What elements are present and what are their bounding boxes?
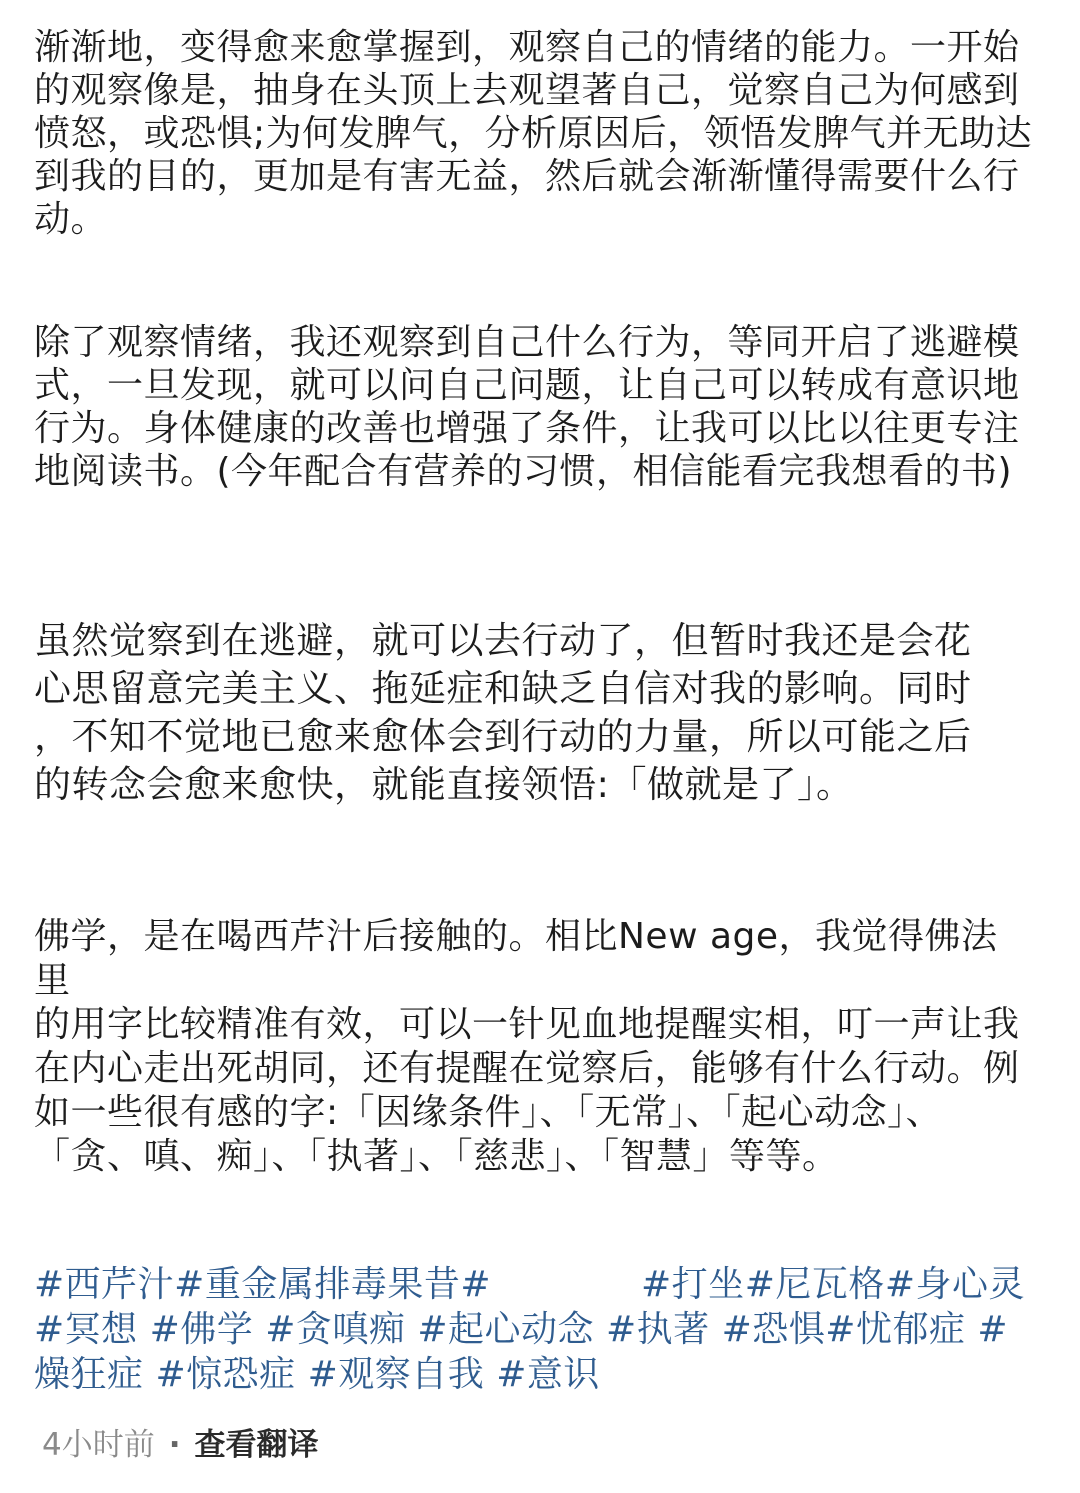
hashtag-link[interactable]: #燥狂症 [34,1309,1009,1395]
hashtag-link[interactable]: #意识 [496,1354,600,1395]
hashtag-link[interactable]: #执著 [606,1309,710,1350]
post-paragraph: 渐渐地，变得愈来愈掌握到，观察自己的情绪的能力。一开始 的观察像是，抽身在头顶上去观望著自己，觉察自己为何感到 愤怒，或恐惧;为何发脾气，分析原因后，领悟发脾气并无助达 到我的目的，更加是有害无益，然后就会渐渐懂得需要什么行 动。 [34,27,1033,240]
hashtag-link[interactable]: #冥想 [34,1309,138,1350]
hashtag-link[interactable]: #起心动念 [417,1309,595,1350]
hashtag-link[interactable]: #尼瓦格 [744,1264,885,1305]
post-paragraph: 除了观察情绪，我还观察到自己什么行为，等同开启了逃避模 式，一旦发现，就可以问自己问题，让自己可以转成有意识地 行为。身体健康的改善也增强了条件，让我可以比以往更专注 地阅读书。(今年配合有营养的习惯，相信能看完我想看的书) [34,322,1020,492]
hashtag-link[interactable]: #观察自我 [307,1354,485,1395]
post-paragraph: 虽然觉察到在逃避，就可以去行动了，但暂时我还是会花 心思留意完美主义、拖延症和缺乏自信对我的影响。同时 ，不知不觉地已愈来愈体会到行动的力量，所以可能之后 的转念会愈来愈快，就能直接领悟:「做就是了」。 [34,619,972,806]
see-translation-button[interactable]: 查看翻译 [194,1427,319,1463]
hashtag-link[interactable]: #恐惧 [721,1309,826,1350]
hashtag-link[interactable]: # [460,1264,492,1305]
separator-dot: · [168,1427,181,1463]
hashtag-list [34,1262,1044,1397]
hashtag-link[interactable]: #西芹汁 [34,1264,175,1305]
post-footer [42,1420,319,1470]
hashtag-link[interactable]: #忧郁症 [825,1309,966,1350]
timestamp: 4小时前 [42,1427,155,1463]
hashtag-link[interactable]: #贪嗔痴 [265,1309,406,1350]
hashtag-link[interactable]: #佛学 [149,1309,254,1350]
hashtag-link[interactable]: #惊恐症 [155,1354,296,1395]
post-paragraph: 佛学，是在喝西芹汁后接触的。相比New age，我觉得佛法里 的用字比较精准有效，可以一针见血地提醒实相，叮一声让我 在内心走出死胡同，还有提醒在觉察后，能够有什么行动。例 如一些很有感的字:「因缘条件」、「无常」、「起心动念」、 「贪、嗔、痴」、「执著」、「慈悲」、「智慧」等等。 [34,916,1020,1177]
hashtag-link[interactable]: #打坐 [641,1264,745,1305]
hashtag-link[interactable]: #身心灵 [884,1264,1026,1305]
hashtag-link[interactable]: #重金属排毒果昔 [174,1264,461,1305]
